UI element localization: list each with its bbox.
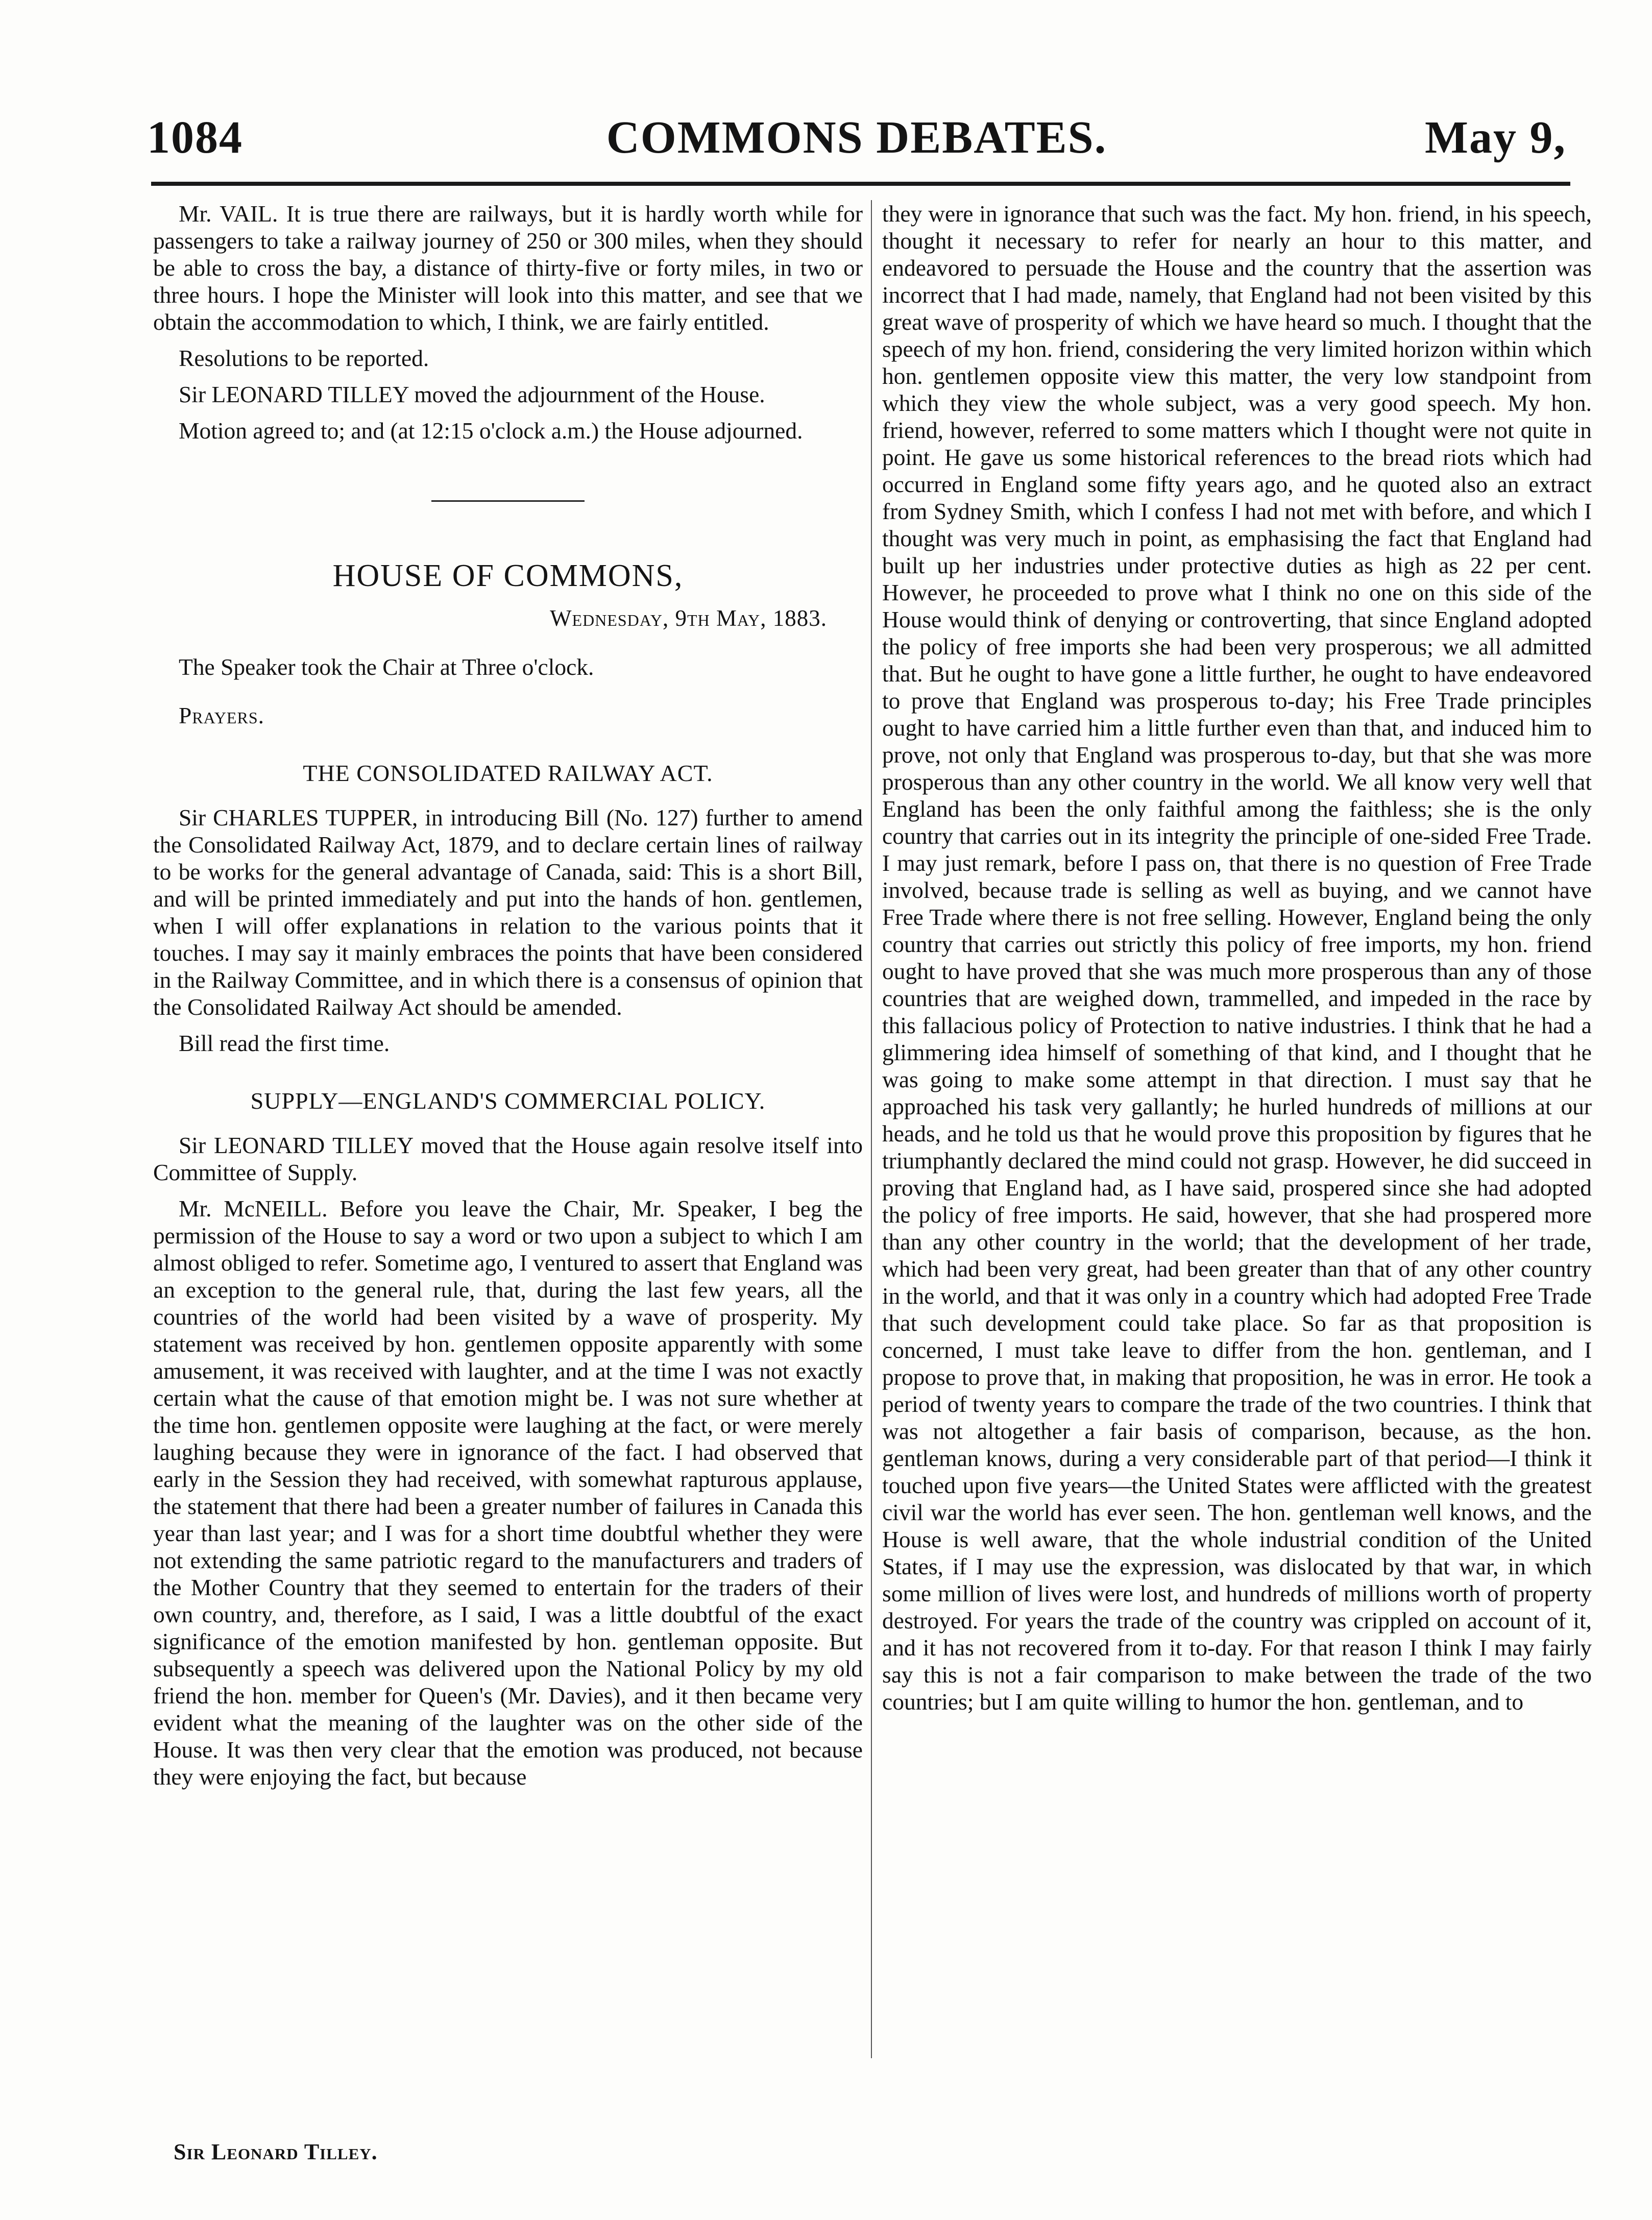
header-rule bbox=[151, 182, 1570, 186]
header-date: May 9, bbox=[1425, 112, 1566, 163]
paragraph-resolutions: Resolutions to be reported. bbox=[179, 345, 429, 371]
sitting-dateline: Wednesday, 9th May, 1883. bbox=[550, 605, 827, 631]
column-divider bbox=[871, 200, 872, 2058]
paragraph-tupper: Sir CHARLES TUPPER, in introducing Bill (No. 127) further to amend the Consolidated Railway Act, 1879, and to declare certain lines of railway to be works for the general advantage of Canada, said: This is a short Bill, and will be printed immediately and put into the hands of hon. gentlemen, when I will offer explanations in relation to the various points that it touches. I may say it mainly embraces the points that have been considered in the Railway Committee, and in which there is a consensus of opinion that the Consolidated Railway Act should be amended. bbox=[153, 804, 863, 1020]
paragraph-adjournment-motion: Sir LEONARD TILLEY moved the adjournment of the House. bbox=[179, 381, 765, 407]
section-title-supply: SUPPLY—ENGLAND'S COMMERCIAL POLICY. bbox=[250, 1088, 766, 1114]
section-title-railway-act: THE CONSOLIDATED RAILWAY ACT. bbox=[303, 760, 713, 786]
prayers-line: Prayers. bbox=[179, 702, 264, 728]
speaker-line: The Speaker took the Chair at Three o'clock. bbox=[179, 654, 594, 680]
section-separator bbox=[431, 500, 585, 502]
paragraph-house-adjourned: Motion agreed to; and (at 12:15 o'clock a.m.) the House adjourned. bbox=[179, 418, 803, 444]
page-footer-catchword: Sir Leonard Tilley. bbox=[174, 2139, 378, 2164]
paragraph-first-reading: Bill read the first time. bbox=[179, 1030, 390, 1056]
right-column bbox=[882, 200, 1592, 2130]
left-column bbox=[153, 200, 863, 2130]
paragraph-tilley-supply: Sir LEONARD TILLEY moved that the House again resolve itself into Committee of Supply. bbox=[153, 1132, 863, 1185]
page-header bbox=[147, 111, 1566, 168]
page-number: 1084 bbox=[147, 112, 243, 163]
paragraph-mcneill-continued: they were in ignorance that such was the fact. My hon. friend, in his speech, thought it necessary to refer for nearly an hour to this matter, and endeavored to persuade the House and the country that the assertion was incorrect that I had made, namely, that England had not been visited by this great wave of prosperity of which we have heard so much. I thought that the speech of my hon. friend, considering the very limited horizon within which hon. gentlemen opposite view this matter, the very low standpoint from which they view the whole subject, was a very good speech. My hon. friend, however, referred to some matters which I thought were not quite in point. He gave us some historical references to the bread riots which had occurred in England some fifty years ago, and he quoted also an extract from Sydney Smith, which I confess I had not met with before, and which I thought was very much in point, as emphasising the fact that England had built up her industries under protective duties as high as 22 per cent. However, he proceeded to prove what I think no one on this side of the House would think of denying or controverting, that since England adopted the policy of free imports she had been very prosperous; we all admitted that. But he ought to have gone a little further, he ought to have endeavored to prove that England was prosperous to-day; his Free Trade principles ought to have carried him a little further even than that, and induced him to prove, not only that England was prosperous to-day, but that she was more prosperous than any other country in the world. We all know very well that England has been the only faithful among the faithless; she is the only country that carries out in its integrity the principle of one-sided Free Trade. I may just remark, before I pass on, that there is no question of Free Trade involved, because trade is selling as well as buying, and we cannot have Free Trade where there is not free selling. However, England being the only country that carries out strictly this policy of free imports, my hon. friend ought to have proved that she was much more prosperous than any of those countries that are weighed down, trammelled, and impeded in the race by this fallacious policy of Protection to native industries. I think that he had a glimmering idea himself of something of that kind, and I thought that he was going to make some attempt in that direction. I must say that he approached his task very gallantly; he hurled hundreds of millions at our heads, and he told us that he would prove this proposition by figures that he triumphantly declared the mind could not grasp. However, he did succeed in proving that England had, as I have said, prospered since she had adopted the policy of free imports. He said, however, that she had prospered more than any other country in the world; that the development of her trade, which had been very great, had been greater than that of any other country in the world, and that it was only in a country which had adopted Free Trade that such development could take place. So far as that proposition is concerned, I must take leave to differ from the hon. gentleman, and I propose to prove that, in making that proposition, he was in error. He took a period of twenty years to compare the trade of the two countries. I think that was not altogether a fair basis of comparison, because, as the hon. gentleman knows, during a very considerable part of that period—I think it touched upon five years—the United States were afflicted with the greatest civil war the world has ever seen. The hon. gentleman well knows, and the House is well aware, that the whole industrial condition of the United States, if I may use the expression, was dislocated by that war, in which some million of lives were lost, and hundreds of millions worth of property destroyed. For years the trade of the country was crippled on account of it, and it has not recovered from it to-day. For that reason I think I may fairly say this is not a fair comparison to make between the trade of the two countries; but I am quite willing to humor the hon. gentleman, and to bbox=[882, 201, 1592, 1715]
publication-title: COMMONS DEBATES. bbox=[606, 112, 1107, 163]
house-title: HOUSE OF COMMONS, bbox=[332, 558, 684, 593]
paragraph-vail: Mr. VAIL. It is true there are railways, but it is hardly worth while for passengers to take a railway journey of 250 or 300 miles, when they should be able to cross the bay, a distance of thirty-five or forty miles, in two or three hours. I hope the Minister will look into this matter, and see that we obtain the accommodation to which, I think, we are fairly entitled. bbox=[153, 201, 863, 335]
paragraph-mcneill: Mr. McNEILL. Before you leave the Chair, Mr. Speaker, I beg the permission of the House to say a word or two upon a subject to which I am almost obliged to refer. Sometime ago, I ventured to assert that England was an exception to the general rule, that, during the last few years, all the countries of the world had been visited by a wave of prosperity. My statement was received by hon. gentlemen opposite apparently with some amusement, it was received with laughter, and at the time I was not exactly certain what the cause of that emotion might be. I was not sure whether at the time hon. gentlemen opposite were laughing at the fact, or were merely laughing because they were in ignorance of the fact. I had observed that early in the Session they had received, with somewhat rapturous applause, the statement that there had been a greater number of failures in Canada this year than last year; and I was for a short time doubtful whether they were not extending the same patriotic regard to the manufacturers and traders of the Mother Country that they seemed to entertain for the traders of their own country, and, therefore, as I said, I was a little doubtful of the exact significance of the emotion manifested by hon. gentleman opposite. But subsequently a speech was delivered upon the National Policy by my old friend the hon. member for Queen's (Mr. Davies), and it then became very evident what the meaning of the laughter was on the other side of the House. It was then very clear that the emotion was produced, not because they were enjoying the fact, but because bbox=[153, 1196, 863, 1790]
